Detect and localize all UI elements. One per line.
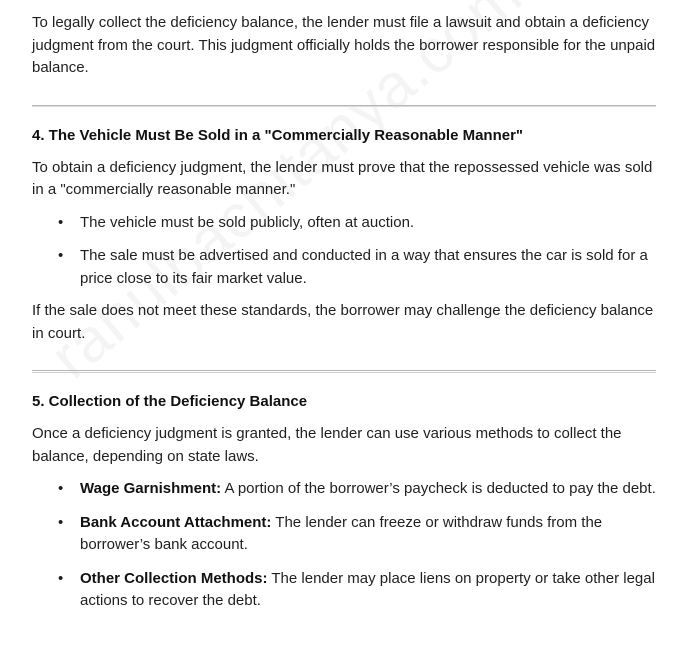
- section-divider: [32, 105, 656, 107]
- section-5-heading: 5. Collection of the Deficiency Balance: [32, 393, 308, 410]
- section-4-bullet-list: [32, 212, 656, 291]
- list-item: [32, 245, 656, 290]
- list-item-term: Wage Garnishment:: [80, 480, 222, 497]
- document-body: [32, 12, 656, 623]
- bullet-icon: •: [58, 213, 64, 231]
- list-item-text: The lender can freeze or withdraw funds from the borrower’s bank account.: [80, 513, 603, 553]
- list-item-text: The vehicle must be sold publicly, often at auction.: [80, 213, 415, 231]
- bullet-icon: •: [58, 569, 64, 587]
- section-4-heading: 4. The Vehicle Must Be Sold in a "Commercially Reasonable Manner": [32, 126, 524, 144]
- list-item-term: Bank Account Attachment:: [80, 513, 272, 531]
- list-item-term: Other Collection Methods:: [80, 569, 268, 587]
- list-item-text: The sale must be advertised and conducted in a way that ensures the car is sold for a price close to its fair market value.: [80, 247, 648, 287]
- section-5-paragraph: Once a deficiency judgment is granted, the lender can use various methods to collect the balance, depending on state laws.: [32, 425, 622, 465]
- section-5: [32, 391, 656, 613]
- section-4-closing: If the sale does not meet these standards, the borrower may challenge the deficiency balance in court.: [32, 302, 654, 342]
- section-5-bullet-list: [32, 478, 656, 613]
- bullet-icon: •: [58, 247, 64, 264]
- list-item-text: A portion of the borrower’s paycheck is deducted to pay the debt.: [221, 480, 656, 497]
- bullet-icon: •: [58, 513, 64, 531]
- list-item: [32, 478, 656, 501]
- section-4: [32, 125, 656, 346]
- list-item-text: The lender may place liens on property or take other legal actions to recover the debt.: [80, 569, 655, 609]
- section-4-paragraph: To obtain a deficiency judgment, the lender must prove that the repossessed vehicle was sold in a "commercially reasonable manner.": [32, 158, 653, 198]
- section-divider: [32, 370, 656, 373]
- list-item: [32, 212, 656, 235]
- list-item: [32, 568, 656, 613]
- list-item: [32, 512, 656, 557]
- intro-paragraph: To legally collect the deficiency balance, the lender must file a lawsuit and obtain a deficiency judgment from the court. This judgment officially holds the borrower responsible for the unpaid balance.: [32, 14, 656, 76]
- bullet-icon: •: [58, 480, 64, 497]
